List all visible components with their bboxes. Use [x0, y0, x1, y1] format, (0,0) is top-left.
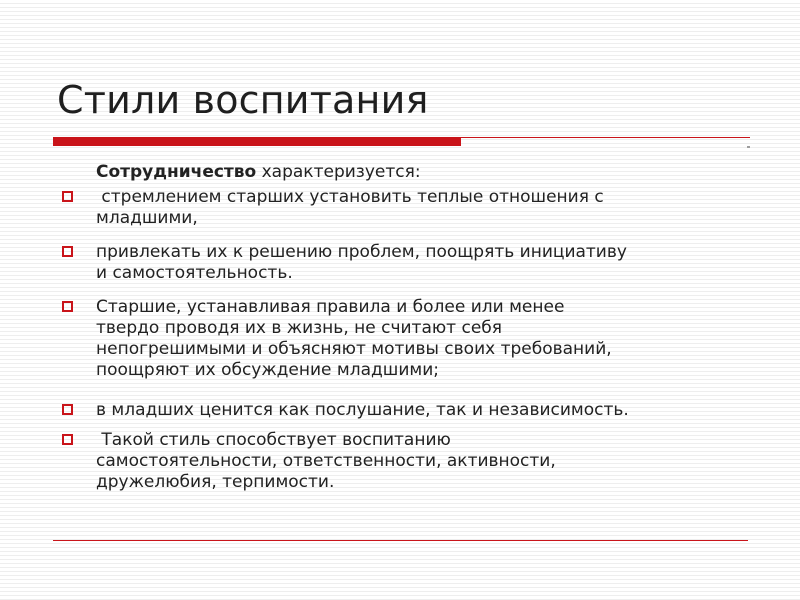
- bullet-text: Старшие, устанавливая правила и более или менее твердо проводя их в жизнь, не считают себя непогрешимыми и объясняют мотивы своих требований, поощряют их обсуждение младшими;: [96, 297, 612, 380]
- hollow-square-bullet-icon: [62, 434, 73, 445]
- hollow-square-bullet-icon: [62, 246, 73, 257]
- intro-rest: характеризуется:: [256, 162, 421, 182]
- bullet-text: привлекать их к решению проблем, поощрять инициативу и самостоятельность.: [96, 242, 627, 283]
- bullet-text: в младших ценится как послушание, так и независимость.: [96, 400, 629, 420]
- hollow-square-bullet-icon: [62, 301, 73, 312]
- intro-line: [96, 162, 421, 182]
- title-underline-thick: [53, 138, 461, 146]
- bottom-divider: [53, 540, 748, 541]
- bullet-text: Такой стиль способствует воспитанию самостоятельности, ответственности, активности, дружелюбия, терпимости.: [96, 430, 556, 492]
- hollow-square-bullet-icon: [62, 404, 73, 415]
- intro-bold-term: Сотрудничество: [96, 162, 257, 182]
- bullet-text: стремлением старших установить теплые отношения с младшими,: [96, 187, 604, 228]
- title-underline-tick: [747, 146, 750, 148]
- hollow-square-bullet-icon: [62, 191, 73, 202]
- slide-title: Стили воспитания: [57, 78, 429, 122]
